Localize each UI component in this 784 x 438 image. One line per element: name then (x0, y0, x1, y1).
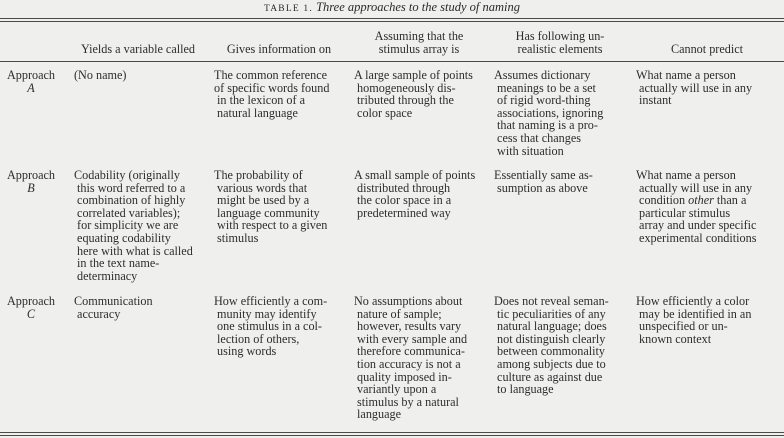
header-unrealistic: Has following un- realistic elements (515, 29, 605, 56)
row-b-approach: Approach B (6, 168, 56, 195)
bottom-rule-inner (0, 435, 784, 436)
top-rule (0, 18, 784, 19)
row-c-cannot-predict: How efficiently a color may be identified in an unspecified or un- known context (636, 294, 752, 346)
row-c-unrealistic: Does not reveal seman- tic peculiarities of any natural language; does not distinguish clearly between commonality among subjects due to culture as against due to language (494, 294, 609, 397)
header-rule (0, 61, 784, 62)
row-a-cannot-predict: What name a person actually will use in any instant (636, 68, 753, 108)
row-c-approach: Approach C (6, 294, 56, 321)
row-c-stimulus: No assumptions about nature of sample; however, results vary with every sample and therefore communica- tion accuracy is not a quality imposed in- variantly upon a stimulus by a natural language (354, 294, 468, 422)
row-a-information: The common reference of specific words found in the lexicon of a natural language (214, 68, 330, 120)
row-b-variable: Codability (originally this word referred to a combination of highly correlated variables); for simplicity we are equating codability here with what is called in the text name- determinacy (74, 168, 193, 283)
header-cannot-predict: Cannot predict (670, 42, 744, 56)
header-stimulus: Assuming that the stimulus array is (374, 29, 464, 56)
bottom-rule (0, 432, 784, 433)
row-c-variable: Communication accuracy (74, 294, 153, 321)
row-a-unrealistic: Assumes dictionary meanings to be a set of rigid word-thing associations, ignoring that naming is a pro- cess that changes with situation (494, 68, 604, 158)
row-c-information: How efficiently a com- munity may identify one stimulus in a col- lection of others, using words (214, 294, 328, 359)
table-caption (0, 0, 784, 16)
row-a-variable: (No name) (74, 68, 127, 82)
row-b-cannot-predict: What name a person actually will use in any condition other than a particular stimulus array and under specific experimental conditions (636, 168, 757, 245)
table-label: TABLE 1. (264, 4, 313, 14)
header-variable: Yields a variable called (80, 42, 196, 56)
row-b-information: The probability of various words that might be used by a language community with respect to a given stimulus (214, 168, 328, 245)
row-a-stimulus: A large sample of points homogeneously dis- tributed through the color space (354, 68, 473, 120)
header-information: Gives information on (226, 42, 332, 56)
row-a-approach: Approach A (6, 68, 56, 95)
table-title: Three approaches to the study of naming (316, 0, 520, 14)
top-rule-inner (0, 21, 784, 22)
row-b-stimulus: A small sample of points distributed through the color space in a predetermined way (354, 168, 476, 220)
row-b-unrealistic: Essentially same as- sumption as above (494, 168, 593, 195)
